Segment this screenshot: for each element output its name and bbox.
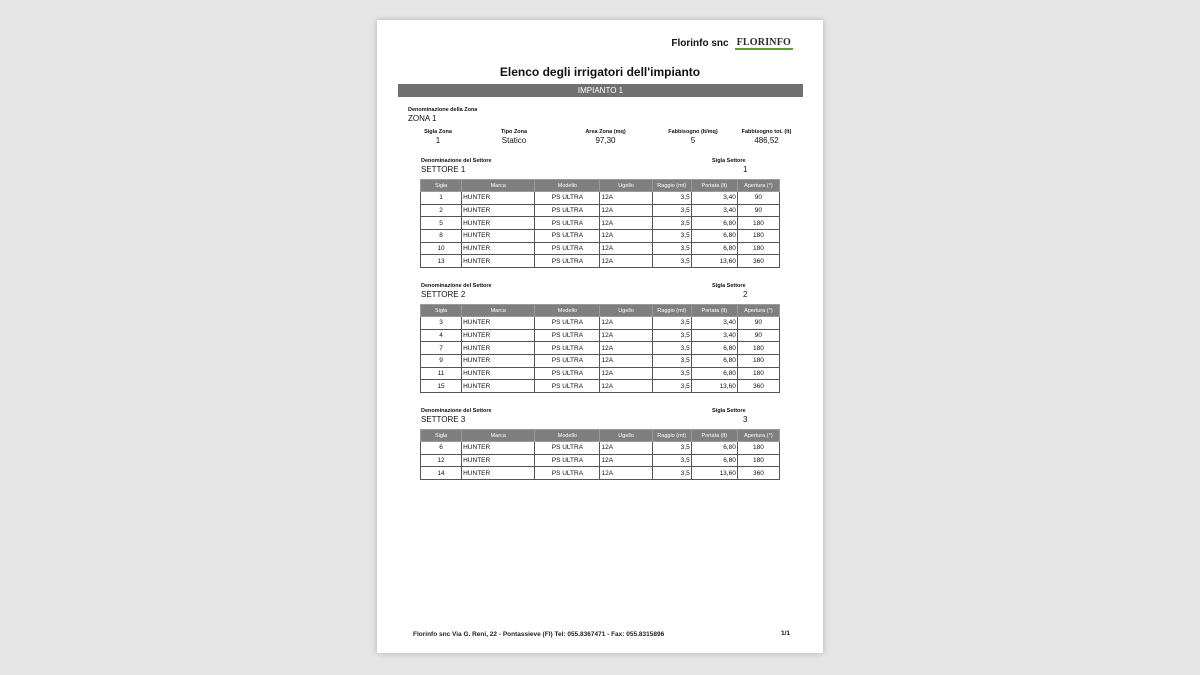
table-row (421, 317, 780, 330)
table-cell: PS ULTRA (535, 367, 600, 380)
document-page (377, 20, 823, 653)
table-cell: HUNTER (462, 204, 535, 217)
table-cell: PS ULTRA (535, 342, 600, 355)
table-cell: 3,5 (652, 442, 691, 455)
table-cell: 180 (737, 242, 779, 255)
zona-field-value: 486,52 (754, 136, 779, 145)
table-cell: 12A (600, 204, 652, 217)
table-cell: 3,5 (652, 230, 691, 243)
table-cell: 6,80 (691, 442, 737, 455)
table-cell: 3,5 (652, 242, 691, 255)
settore-header (420, 283, 780, 303)
table-cell: 6,80 (691, 355, 737, 368)
settore-sigla-label: Sigla Settore (712, 283, 746, 289)
zona-field (408, 129, 468, 145)
table-cell: PS ULTRA (535, 442, 600, 455)
table-cell: HUNTER (462, 230, 535, 243)
table-cell: HUNTER (462, 454, 535, 467)
table-cell: HUNTER (462, 255, 535, 268)
document-title: Elenco degli irrigatori dell'impianto (499, 65, 701, 79)
table-cell: 11 (421, 367, 462, 380)
zona-field (651, 129, 735, 145)
settore-name-label: Denominazione del Settore (421, 408, 492, 414)
column-header: Marca (462, 430, 535, 442)
table-cell: 12A (600, 192, 652, 205)
column-header: Apertura (°) (737, 430, 779, 442)
table-row (421, 355, 780, 368)
table-cell: 8 (421, 230, 462, 243)
table-cell: 3 (421, 317, 462, 330)
irrigatori-table (420, 429, 780, 480)
table-cell: 90 (737, 204, 779, 217)
zona-name-block (408, 107, 477, 123)
table-cell: 3,40 (691, 329, 737, 342)
settore-name-label: Denominazione del Settore (421, 158, 492, 164)
page-number: 1/1 (780, 630, 790, 637)
table-cell: HUNTER (462, 217, 535, 230)
table-cell: 12A (600, 317, 652, 330)
table-row (421, 255, 780, 268)
table-cell: 180 (737, 367, 779, 380)
table-cell: HUNTER (462, 367, 535, 380)
irrigatori-table (420, 304, 780, 393)
column-header: Portata (lt) (691, 305, 737, 317)
table-cell: PS ULTRA (535, 317, 600, 330)
table-cell: HUNTER (462, 329, 535, 342)
table-cell: 12A (600, 454, 652, 467)
table-cell: 1 (421, 192, 462, 205)
table-cell: 12A (600, 255, 652, 268)
column-header: Marca (462, 180, 535, 192)
column-header: Apertura (°) (737, 180, 779, 192)
table-cell: 13 (421, 255, 462, 268)
table-cell: 3,40 (691, 204, 737, 217)
table-cell: 6,80 (691, 230, 737, 243)
column-header: Sigla (421, 305, 462, 317)
table-cell: HUNTER (462, 380, 535, 393)
table-cell: 13,60 (691, 467, 737, 480)
column-header: Ugello (600, 180, 652, 192)
florinfo-logo: FLORINFO (736, 37, 791, 48)
settore-name: SETTORE 1 (421, 165, 466, 174)
table-cell: 3,5 (652, 217, 691, 230)
zona-name: ZONA 1 (408, 114, 437, 123)
table-cell: 180 (737, 217, 779, 230)
table-cell: PS ULTRA (535, 204, 600, 217)
settore-sigla-label: Sigla Settore (712, 158, 746, 164)
table-cell: 3,5 (652, 380, 691, 393)
settore-sigla: 3 (743, 415, 748, 424)
table-row (421, 467, 780, 480)
table-cell: 6,80 (691, 217, 737, 230)
table-cell: 6,80 (691, 242, 737, 255)
table-cell: PS ULTRA (535, 230, 600, 243)
table-cell: 7 (421, 342, 462, 355)
table-cell: 90 (737, 317, 779, 330)
settore-header (420, 158, 780, 178)
table-row (421, 230, 780, 243)
table-cell: 3,5 (652, 454, 691, 467)
settore-header (420, 408, 780, 428)
table-cell: PS ULTRA (535, 467, 600, 480)
table-cell: PS ULTRA (535, 242, 600, 255)
table-cell: 12A (600, 355, 652, 368)
table-row (421, 329, 780, 342)
impianto-bar: IMPIANTO 1 (398, 84, 803, 97)
header-brand (671, 37, 793, 50)
column-header: Sigla (421, 180, 462, 192)
table-row (421, 192, 780, 205)
table-cell: HUNTER (462, 192, 535, 205)
table-cell: PS ULTRA (535, 192, 600, 205)
table-cell: 180 (737, 230, 779, 243)
table-cell: 6,80 (691, 454, 737, 467)
table-cell: 12A (600, 217, 652, 230)
table-cell: 3,5 (652, 329, 691, 342)
table-cell: 6 (421, 442, 462, 455)
zona-field (560, 129, 651, 145)
zona-fields (408, 129, 798, 145)
table-cell: HUNTER (462, 342, 535, 355)
table-cell: PS ULTRA (535, 217, 600, 230)
column-header: Marca (462, 305, 535, 317)
zona-field (468, 129, 560, 145)
table-cell: 3,5 (652, 192, 691, 205)
table-header-row (421, 305, 780, 317)
table-cell: PS ULTRA (535, 329, 600, 342)
table-cell: 12 (421, 454, 462, 467)
zona-field-value: 1 (435, 136, 441, 145)
column-header: Sigla (421, 430, 462, 442)
table-cell: 12A (600, 442, 652, 455)
table-cell: HUNTER (462, 355, 535, 368)
table-cell: 3,40 (691, 192, 737, 205)
settore-name-label: Denominazione del Settore (421, 283, 492, 289)
table-cell: 4 (421, 329, 462, 342)
table-row (421, 342, 780, 355)
table-cell: PS ULTRA (535, 380, 600, 393)
table-cell: 12A (600, 242, 652, 255)
column-header: Modello (535, 430, 600, 442)
column-header: Apertura (°) (737, 305, 779, 317)
table-cell: HUNTER (462, 442, 535, 455)
table-cell: 180 (737, 442, 779, 455)
company-name: Florinfo snc (671, 38, 729, 49)
table-cell: 12A (600, 380, 652, 393)
table-cell: 3,40 (691, 317, 737, 330)
table-cell: 3,5 (652, 255, 691, 268)
column-header: Portata (lt) (691, 180, 737, 192)
table-cell: 6,80 (691, 367, 737, 380)
table-row (421, 367, 780, 380)
table-cell: 3,5 (652, 342, 691, 355)
table-row (421, 454, 780, 467)
irrigatori-table (420, 179, 780, 268)
settore-sigla-label: Sigla Settore (712, 408, 746, 414)
table-cell: 360 (737, 380, 779, 393)
table-cell: 180 (737, 454, 779, 467)
table-cell: 180 (737, 342, 779, 355)
table-row (421, 380, 780, 393)
zona-field-label: Tipo Zona (500, 129, 528, 135)
table-cell: 90 (737, 329, 779, 342)
table-cell: 12A (600, 342, 652, 355)
table-cell: PS ULTRA (535, 255, 600, 268)
table-cell: HUNTER (462, 467, 535, 480)
settore-name: SETTORE 2 (421, 290, 466, 299)
table-cell: 13,60 (691, 380, 737, 393)
table-cell: 12A (600, 230, 652, 243)
table-cell: HUNTER (462, 317, 535, 330)
zona-name-label: Denominazione della Zona (408, 107, 478, 113)
table-row (421, 217, 780, 230)
table-cell: 3,5 (652, 204, 691, 217)
table-header-row (421, 430, 780, 442)
table-cell: 2 (421, 204, 462, 217)
table-cell: PS ULTRA (535, 355, 600, 368)
settore-section (420, 408, 780, 480)
table-cell: 3,5 (652, 355, 691, 368)
table-cell: 12A (600, 367, 652, 380)
table-cell: 10 (421, 242, 462, 255)
column-header: Modello (535, 305, 600, 317)
column-header: Modello (535, 180, 600, 192)
zona-field-value: Statico (501, 136, 527, 145)
column-header: Raggio (mt) (652, 430, 691, 442)
column-header: Portata (lt) (691, 430, 737, 442)
table-cell: 6,80 (691, 342, 737, 355)
zona-field-label: Sigla Zona (424, 129, 452, 135)
table-cell: 360 (737, 255, 779, 268)
table-cell: 90 (737, 192, 779, 205)
settore-sigla: 1 (743, 165, 748, 174)
table-cell: 5 (421, 217, 462, 230)
table-cell: 12A (600, 467, 652, 480)
table-cell: 3,5 (652, 367, 691, 380)
table-row (421, 204, 780, 217)
column-header: Ugello (600, 430, 652, 442)
table-row (421, 442, 780, 455)
table-header-row (421, 180, 780, 192)
settore-section (420, 158, 780, 268)
zona-field-value: 97,30 (595, 136, 616, 145)
table-cell: 9 (421, 355, 462, 368)
settore-name: SETTORE 3 (421, 415, 466, 424)
table-cell: 3,5 (652, 467, 691, 480)
table-cell: 13,60 (691, 255, 737, 268)
settore-sigla: 2 (743, 290, 748, 299)
zona-field-label: Area Zona (mq) (585, 129, 626, 135)
zona-field-value: 5 (690, 136, 696, 145)
table-cell: 15 (421, 380, 462, 393)
table-cell: 360 (737, 467, 779, 480)
table-cell: PS ULTRA (535, 454, 600, 467)
column-header: Raggio (mt) (652, 305, 691, 317)
footer-address: Florinfo snc Via G. Reni, 22 - Pontassieve (FI) Tel: 055.8367471 - Fax: 055.8315896 (413, 631, 665, 638)
column-header: Raggio (mt) (652, 180, 691, 192)
column-header: Ugello (600, 305, 652, 317)
table-cell: 12A (600, 329, 652, 342)
settore-section (420, 283, 780, 393)
table-cell: 180 (737, 355, 779, 368)
zona-field (735, 129, 798, 145)
table-cell: 3,5 (652, 317, 691, 330)
table-row (421, 242, 780, 255)
table-cell: HUNTER (462, 242, 535, 255)
zona-field-label: Fabbisogno tot. (lt) (741, 129, 792, 135)
table-cell: 14 (421, 467, 462, 480)
zona-field-label: Fabbisogno (lt/mq) (668, 129, 718, 135)
